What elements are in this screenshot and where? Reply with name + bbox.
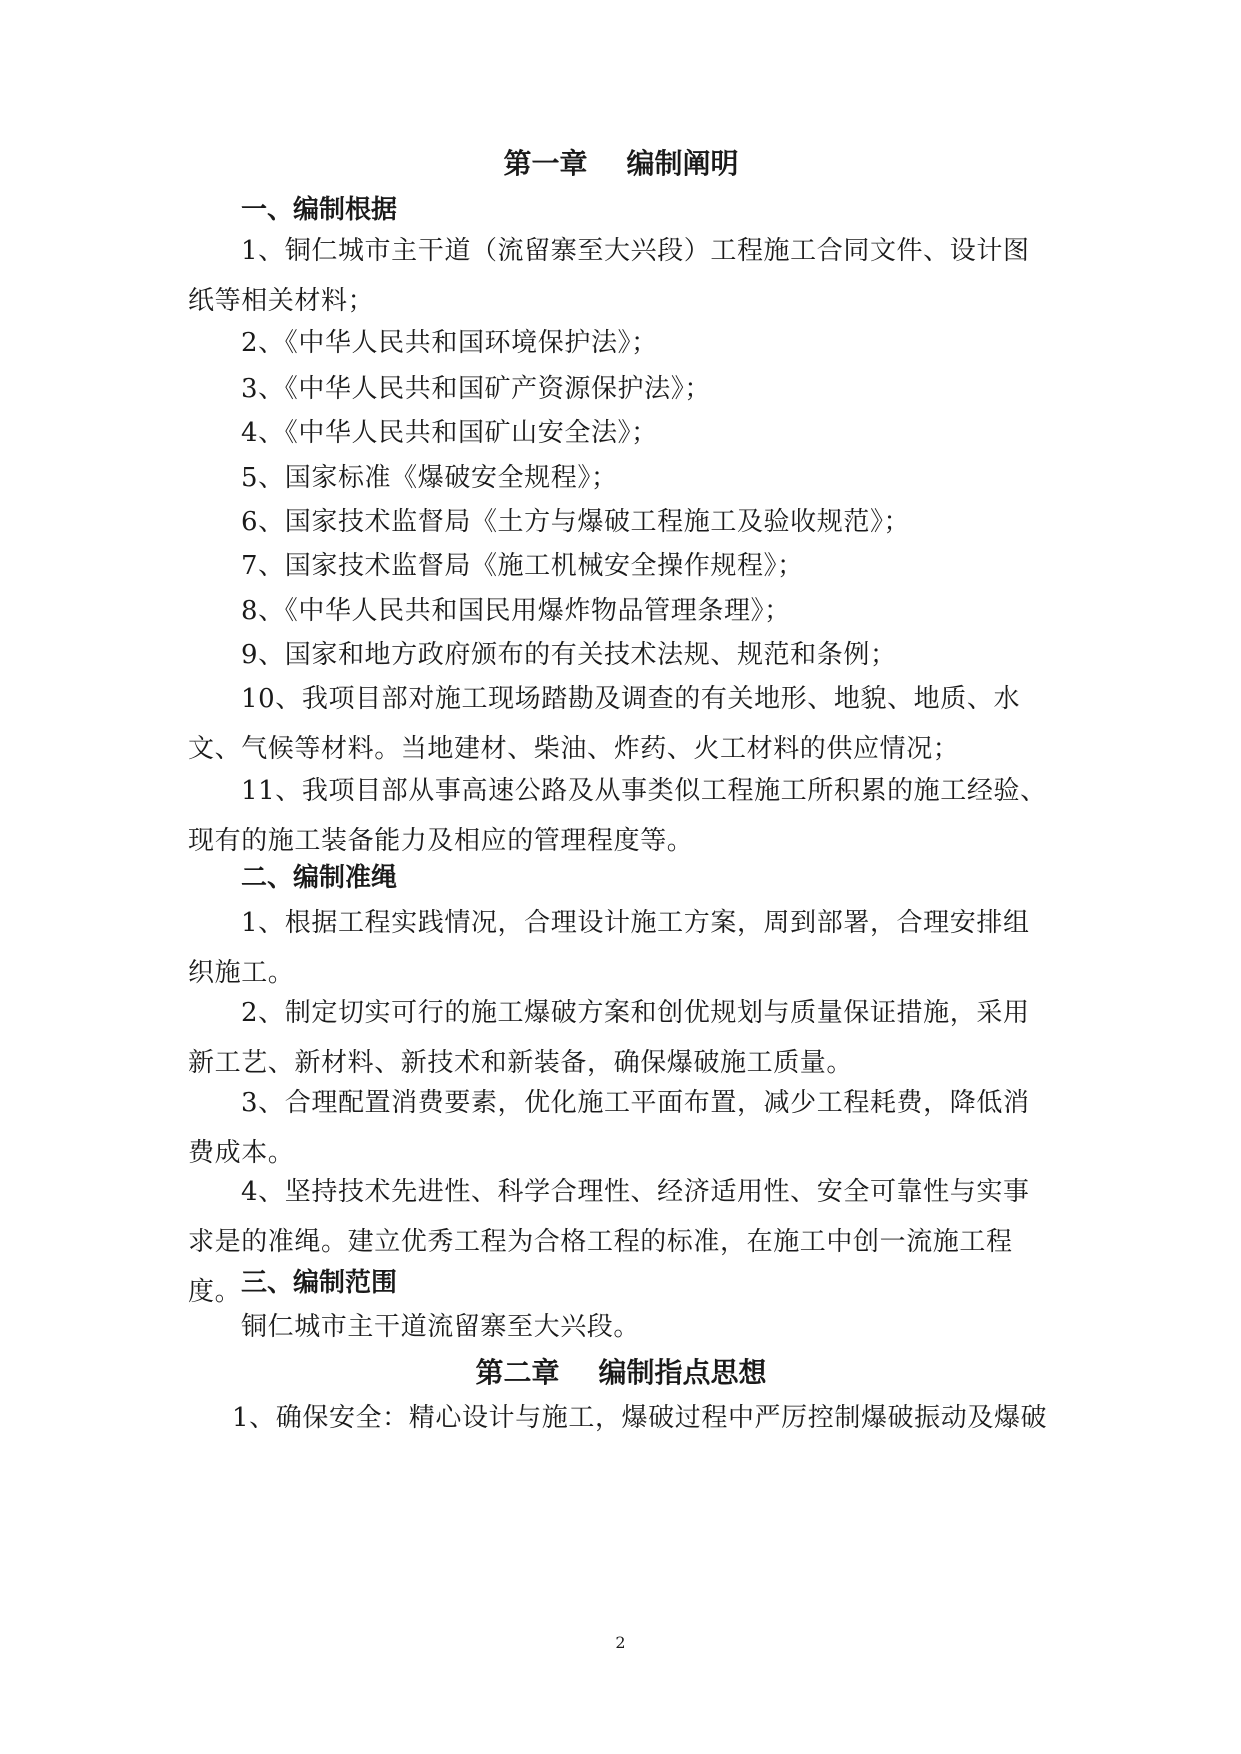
basis-item-10: 10、我项目部对施工现场踏勘及调查的有关地形、地貌、地质、水文、气候等材料。当地建材、柴油、炸药、火工材料的供应情况； — [188, 684, 1021, 764]
scope-text: 铜仁城市主干道流留寨至大兴段。 — [241, 1312, 641, 1342]
basis-item-6: 6、国家技术监督局《土方与爆破工程施工及验收规范》； — [241, 507, 911, 537]
basis-item-8: 8、《中华人民共和国民用爆炸物品管理条理》； — [241, 596, 791, 626]
page-number: 2 — [615, 1633, 626, 1652]
basis-item-3: 3、《中华人民共和国矿产资源保护法》； — [241, 374, 711, 404]
principle-item-3: 3、合理配置消费要素，优化施工平面布置，减少工程耗费，降低消费成本。 — [188, 1088, 1030, 1168]
guideline-item-1: 1、确保安全：精心设计与施工，爆破过程中严厉控制爆破振动及爆破 — [232, 1403, 1048, 1433]
basis-item-11: 11、我项目部从事高速公路及从事类似工程施工所积累的施工经验、现有的施工装备能力及相应的管理程度等。 — [188, 776, 1047, 856]
section-heading-scope: 三、编制范围 — [241, 1268, 398, 1298]
principle-item-4: 4、坚持技术先进性、科学合理性、经济适用性、安全可靠性与实事求是的准绳。建立优秀工程为合格工程的标准，在施工中创一流施工程度。 — [188, 1177, 1030, 1307]
basis-item-2: 2、《中华人民共和国环境保护法》； — [241, 328, 658, 358]
basis-item-9: 9、国家和地方政府颁布的有关技术法规、规范和条例； — [241, 640, 897, 670]
basis-item-7: 7、国家技术监督局《施工机械安全操作规程》； — [241, 551, 804, 581]
chapter-2-title: 第二章 编制指点思想 — [475, 1356, 767, 1389]
chapter-1-title: 第一章 编制阐明 — [503, 147, 739, 180]
principle-item-1: 1、根据工程实践情况，合理设计施工方案，周到部署，合理安排组织施工。 — [188, 908, 1030, 988]
principle-item-2: 2、制定切实可行的施工爆破方案和创优规划与质量保证措施，采用新工艺、新材料、新技术和新装备，确保爆破施工质量。 — [188, 998, 1030, 1078]
basis-item-1: 1、铜仁城市主干道（流留寨至大兴段）工程施工合同文件、设计图纸等相关材料； — [188, 236, 1030, 316]
section-heading-basis: 一、编制根据 — [241, 195, 398, 225]
basis-item-4: 4、《中华人民共和国矿山安全法》； — [241, 418, 658, 448]
basis-item-5: 5、国家标准《爆破安全规程》； — [241, 463, 618, 493]
section-heading-principles: 二、编制准绳 — [241, 863, 398, 893]
